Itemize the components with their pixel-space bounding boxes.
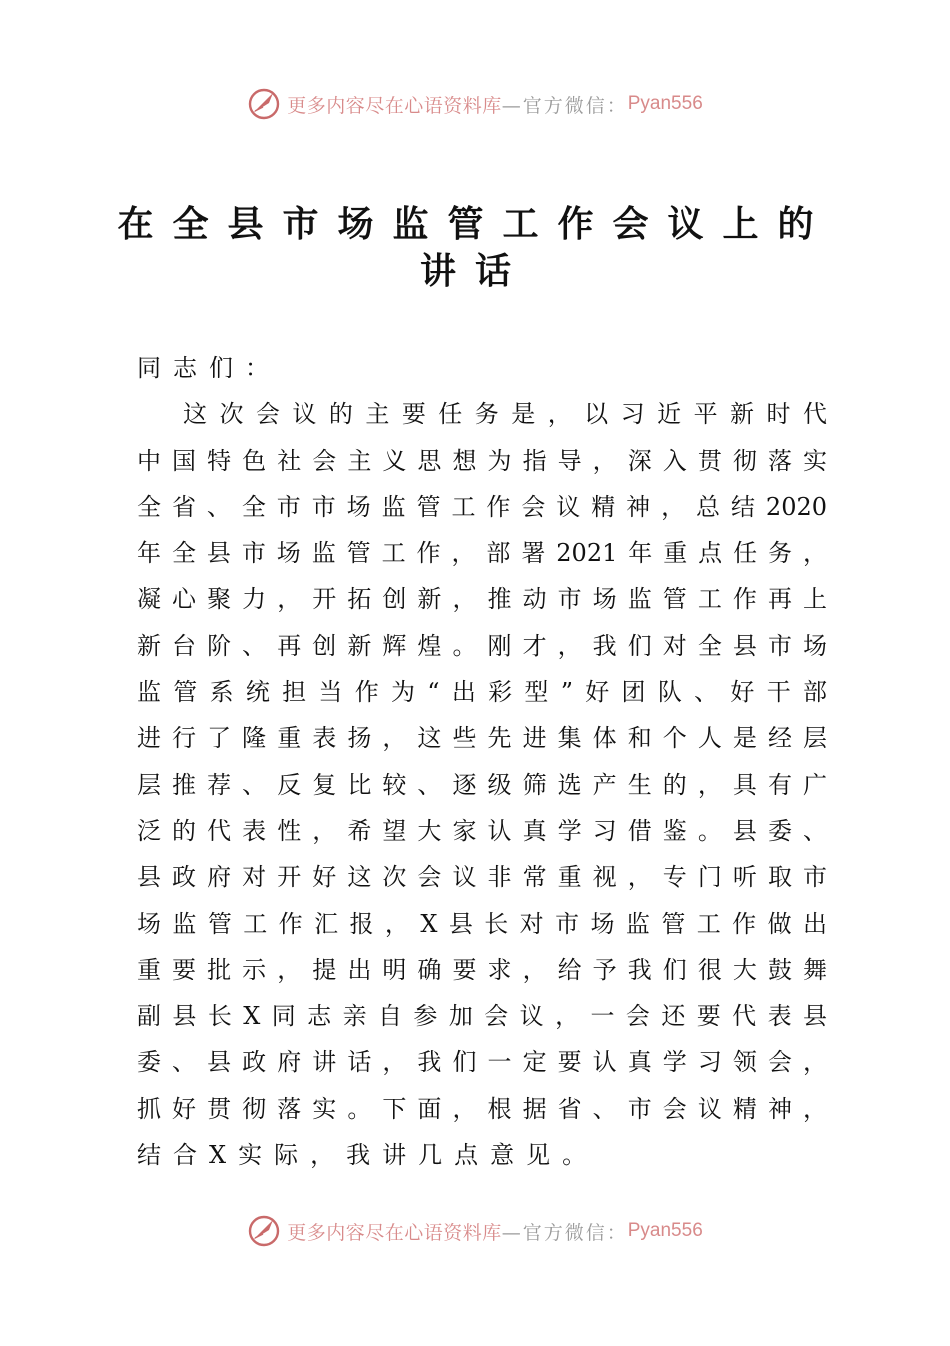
body-line: 场监管工作汇报，X县长对市场监管工作做出 [137, 909, 827, 938]
body-line-last: 结合X实际，我讲几点意见。 [137, 1141, 599, 1170]
body-line: 副县长X同志亲自参加会议，一会还要代表县 [137, 1002, 827, 1031]
body-line: 凝心聚力，开拓创新，推动市场监管工作再上 [137, 585, 827, 614]
quill-logo-icon [247, 1214, 281, 1248]
banner-wechat-label: —官方微信： [501, 1221, 628, 1244]
body-line: 这次会议的主要任务是，以习近平新时代 [183, 400, 827, 429]
quill-logo-icon [247, 87, 281, 121]
banner-brand-text: 更多内容尽在心语资料库 [287, 1221, 502, 1244]
body-line: 县政府对开好这次会议非常重视，专门听取市 [137, 863, 827, 892]
document-body [137, 345, 827, 1178]
body-line: 委、县政府讲话，我们一定要认真学习领会， [137, 1048, 827, 1077]
banner-brand-text: 更多内容尽在心语资料库 [287, 94, 502, 117]
body-line: 年全县市场监管工作，部署2021年重点任务， [137, 539, 827, 568]
body-line: 全省、全市市场监管工作会议精神，总结2020 [137, 492, 827, 521]
banner-wechat-id: Pyan556 [627, 93, 703, 114]
banner-wechat-label: —官方微信： [501, 94, 628, 117]
banner-wechat-id: Pyan556 [627, 1220, 703, 1241]
body-line: 层推荐、反复比较、逐级筛选产生的，具有广 [137, 770, 827, 799]
body-line: 抓好贯彻落实。下面，根据省、市会议精神， [137, 1094, 827, 1123]
header-banner [0, 84, 950, 124]
body-line: 重要批示，提出明确要求，给予我们很大鼓舞 [137, 955, 827, 984]
body-line: 泛的代表性，希望大家认真学习借鉴。县委、 [137, 816, 827, 845]
document-title-line-1: 在全县市场监管工作会议上的 [117, 204, 833, 245]
body-line: 进行了隆重表扬，这些先进集体和个人是经层 [137, 724, 827, 753]
footer-banner [0, 1211, 950, 1251]
body-line: 监管系统担当作为“出彩型”好团队、好干部 [137, 678, 827, 707]
body-line: 中国特色社会主义思想为指导，深入贯彻落实 [137, 446, 827, 475]
document-title-line-2: 讲话 [419, 251, 530, 292]
salutation: 同志们： [137, 354, 281, 382]
body-line: 新台阶、再创新辉煌。刚才，我们对全县市场 [137, 631, 827, 660]
